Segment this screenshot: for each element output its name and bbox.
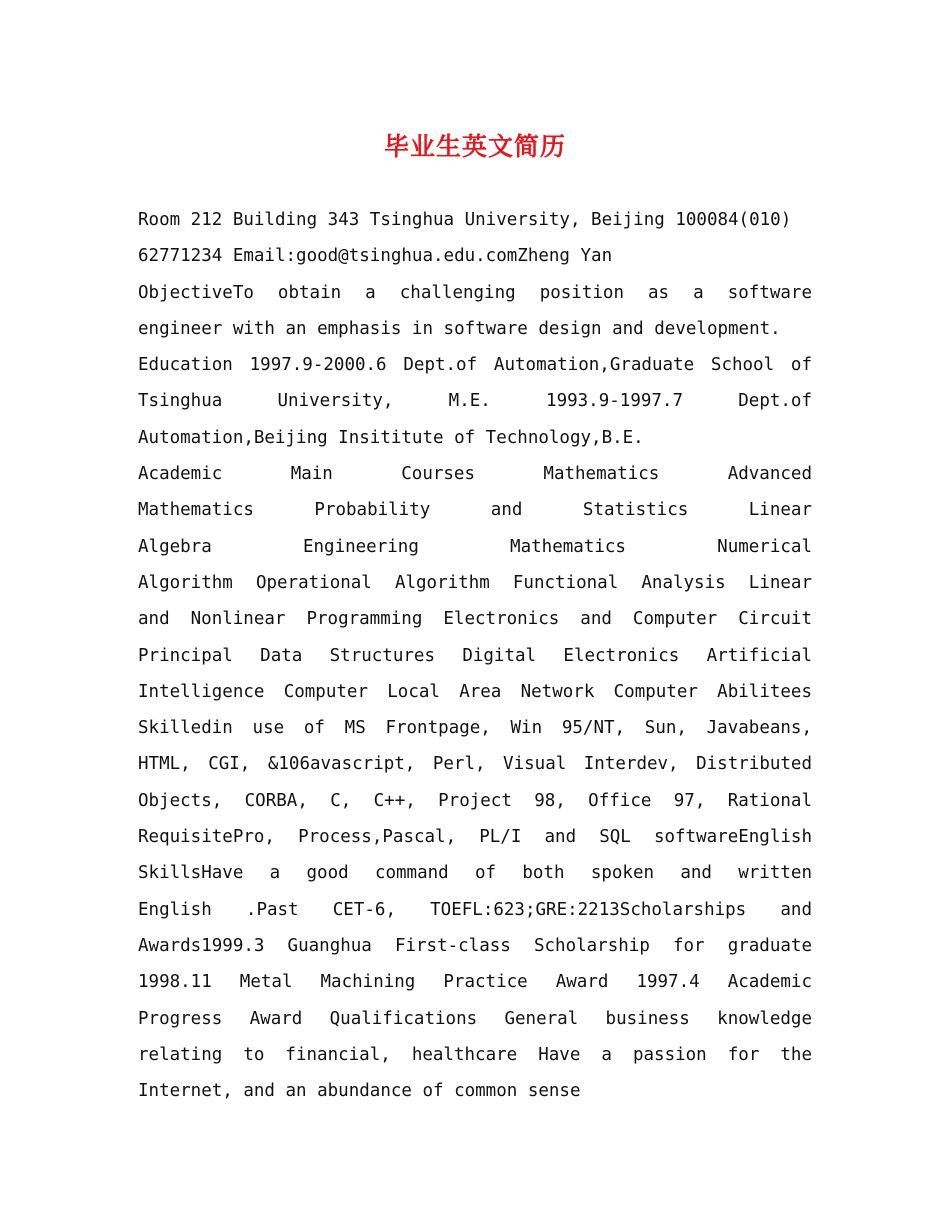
- text-line-qualifications: Progress Award Qualifications General business knowledge: [138, 1008, 812, 1029]
- text-line-objective-cont: engineer with an emphasis in software design and development.: [138, 318, 781, 339]
- text-line-courses: Algebra Engineering Mathematics Numerical: [138, 536, 812, 557]
- page-title: 毕业生英文简历: [383, 132, 566, 161]
- text-line-education-cont: Tsinghua University, M.E. 1993.9-1997.7 Dept.of: [138, 391, 812, 412]
- text-line-education: Education 1997.9-2000.6 Dept.of Automation,Graduate School of: [138, 355, 812, 376]
- text-line-english: English .Past CET-6, TOEFL:623;GRE:2213Scholarships and: [138, 899, 812, 920]
- text-line-skills: Objects, CORBA, C, C++, Project 98, Office 97, Rational: [138, 790, 812, 811]
- text-line-objective: ObjectiveTo obtain a challenging position as a software: [138, 282, 812, 303]
- text-line-courses: Academic Main Courses Mathematics Advanced: [138, 464, 812, 485]
- text-line-qualifications-end: Internet, and an abundance of common sense: [138, 1081, 581, 1102]
- text-line-awards: 1998.11 Metal Machining Practice Award 1997.4 Academic: [138, 972, 812, 993]
- text-line-awards: Awards1999.3 Guanghua First-class Scholarship for graduate: [138, 935, 812, 956]
- text-line-skills: RequisitePro, Process,Pascal, PL/I and SQL softwareEnglish: [138, 827, 812, 848]
- text-line-skills: Skilledin use of MS Frontpage, Win 95/NT, Sun, Javabeans,: [138, 718, 812, 739]
- text-line-courses: Principal Data Structures Digital Electronics Artificial: [138, 645, 812, 666]
- text-line-contact: 62771234 Email:good@tsinghua.edu.comZheng Yan: [138, 246, 613, 267]
- text-line-address: Room 212 Building 343 Tsinghua University, Beijing 100084(010): [138, 210, 792, 230]
- text-line-english: SkillsHave a good command of both spoken and written: [138, 863, 812, 884]
- text-line-skills: HTML, CGI, &106avascript, Perl, Visual Interdev, Distributed: [138, 754, 812, 775]
- text-line-courses: Algorithm Operational Algorithm Functional Analysis Linear: [138, 572, 812, 593]
- text-line-courses: Mathematics Probability and Statistics Linear: [138, 500, 812, 521]
- text-line-education-end: Automation,Beijing Insititute of Technology,B.E.: [138, 427, 644, 448]
- text-line-abilities: Intelligence Computer Local Area Network Computer Abilitees: [138, 681, 812, 702]
- text-line-courses: and Nonlinear Programming Electronics and Computer Circuit: [138, 609, 812, 630]
- resume-body: [138, 202, 812, 1109]
- text-line-qualifications: relating to financial, healthcare Have a passion for the: [138, 1044, 812, 1065]
